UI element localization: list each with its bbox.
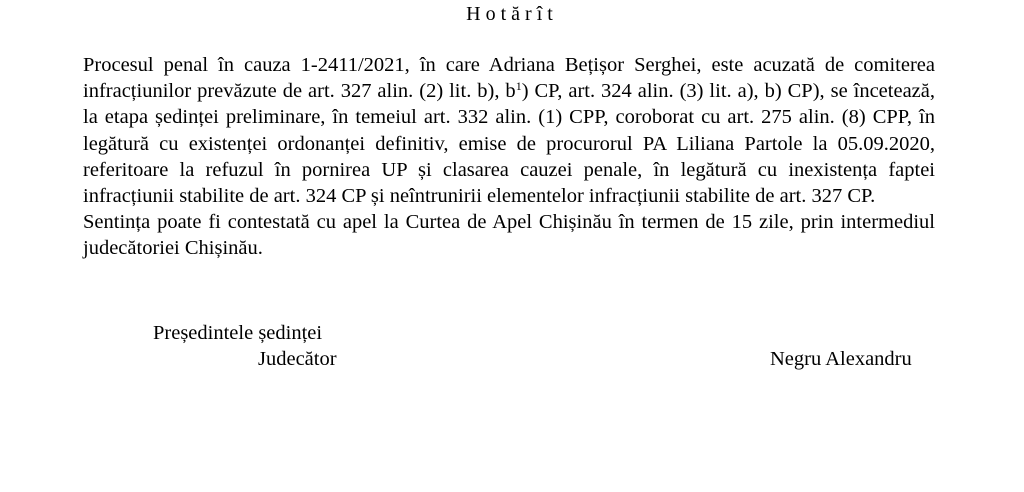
superscript-one: 1 bbox=[515, 79, 522, 94]
document-body bbox=[0, 52, 935, 262]
document-heading: Hotărît bbox=[466, 3, 558, 25]
paragraph-decision-text-b: ) CP, art. 324 alin. (3) lit. a), b) CP), se încetează, la etapa ședinței preliminare, în temeiul art. 332 alin. (1) CPP, coroborat cu art. 275 alin. (8) CPP, în legătură cu existenței ordonanței definitiv, emise de procurorul PA Liliana Partole la 05.09.2020, referitoare la refuzul în pornirea UP și clasarea cauzei penale, în legătură cu inexistența faptei infracțiunii stabilite de art. 324 CP și neîntrunirii elementelor infracțiunii stabilite de art. 327 CP. bbox=[83, 80, 935, 208]
paragraph-appeal: Sentința poate fi contestată cu apel la Curtea de Apel Chișinău în termen de 15 zile, prin intermediul judecătoriei Chișinău. bbox=[83, 211, 935, 260]
paragraph-decision-text-a: Procesul penal în cauza 1-2411/2021, în care Adriana Bețișor Serghei, este acuzată de comiterea infracțiunilor prevăzute de art. 327 alin. (2) lit. b), b bbox=[83, 54, 935, 103]
signature-role: Președintele ședinței bbox=[153, 322, 323, 344]
paragraph-decision bbox=[0, 52, 935, 209]
signature-name: Negru Alexandru bbox=[770, 348, 912, 370]
signature-title: Judecător bbox=[258, 348, 337, 370]
